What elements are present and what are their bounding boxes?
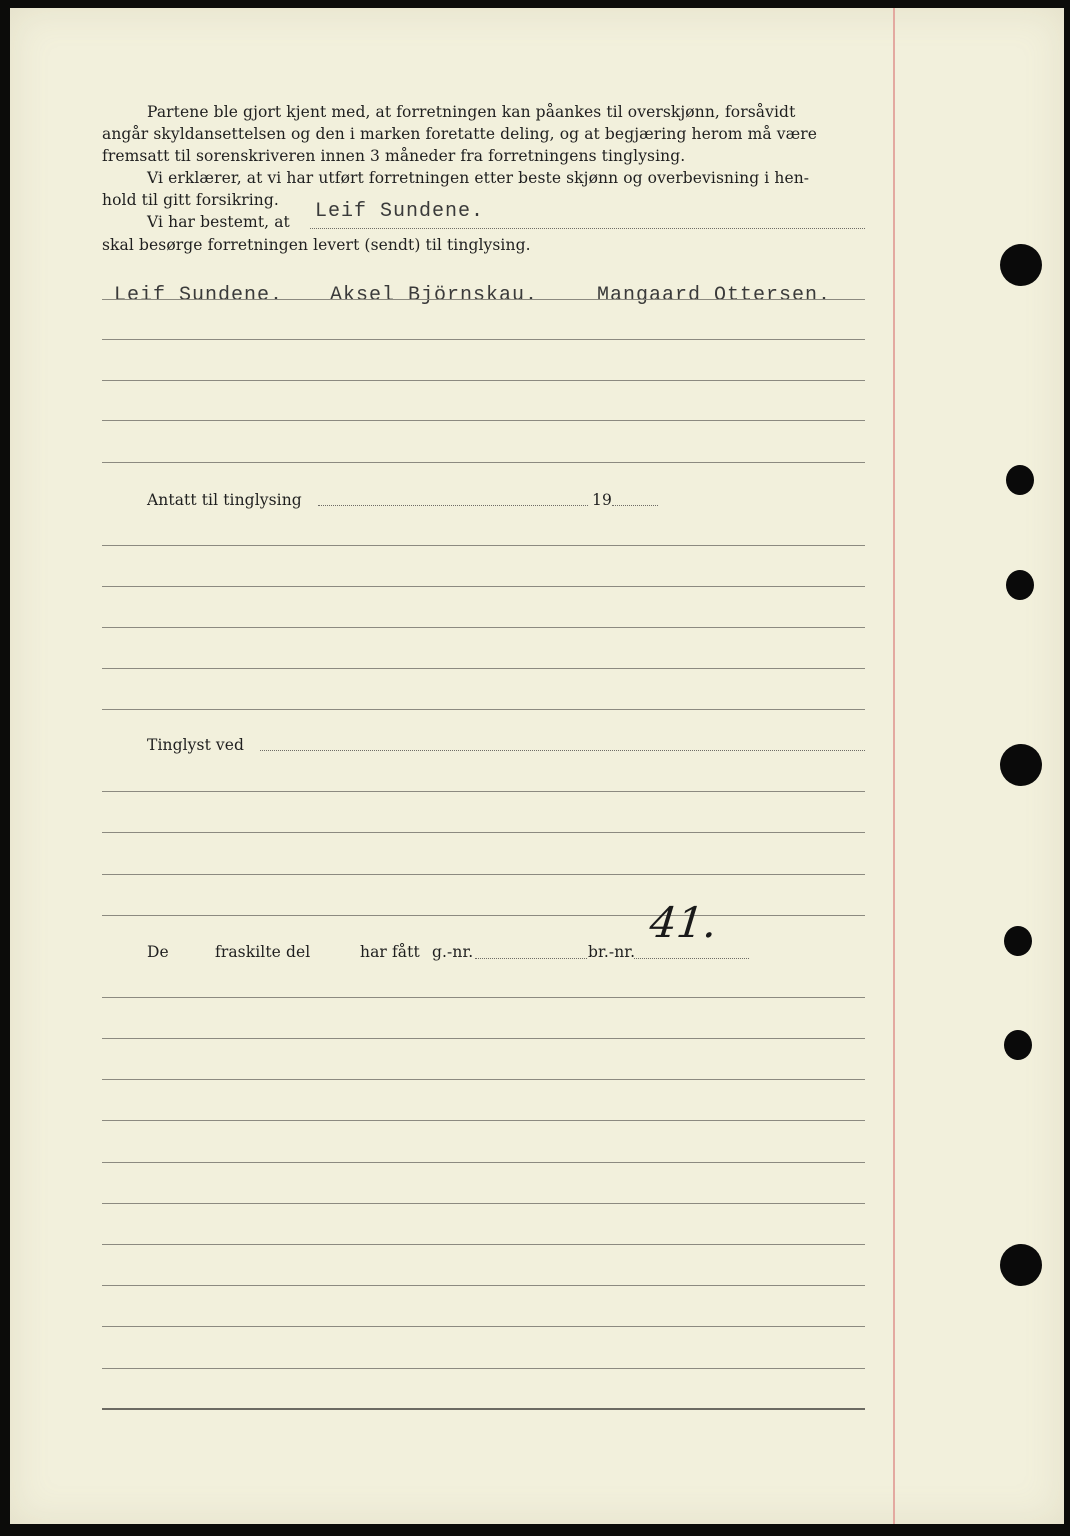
brnr-label: br.-nr. [588,943,636,961]
punch-hole [1000,744,1042,786]
appointed-line [310,228,865,229]
blank-line [102,1326,865,1327]
declaration-line: Vi erklærer, at vi har utført forretningen etter beste skjønn og overbevisning i hen- [147,169,810,187]
punch-hole [1000,1244,1042,1286]
signature: Aksel Björnskau. [330,284,539,307]
blank-line [102,874,865,875]
gnr-field [475,958,587,959]
blank-line [102,791,865,792]
antatt-label: Antatt til tinglysing [147,491,302,509]
signature-line [102,299,865,300]
blank-line [102,1244,865,1245]
gnr-label: g.-nr. [432,943,474,961]
blank-line [102,627,865,628]
closing-line [102,1408,865,1410]
signature: Mangaard Ottersen. [597,284,832,307]
appointed-label: Vi har bestemt, at [147,213,290,231]
fraskilt-de: De [147,943,169,961]
blank-line [102,339,865,340]
tinglyst-label: Tinglyst ved [147,736,245,754]
blank-line [102,586,865,587]
punch-hole [1004,1030,1032,1060]
blank-line [102,915,865,916]
fraskilt-fraskilte: fraskilte del [215,943,311,961]
punch-hole [1004,926,1032,956]
tinglyst-field [260,750,865,751]
appointed-after: skal besørge forretningen levert (sendt) til tinglysing. [102,236,531,254]
blank-line [102,1038,865,1039]
blank-line [102,1120,865,1121]
punch-hole [1006,465,1034,495]
antatt-year-prefix: 19 [592,491,612,509]
blank-line [102,1203,865,1204]
margin-rule [893,8,895,1524]
blank-line [102,1079,865,1080]
blank-line [102,709,865,710]
brnr-field [634,958,749,959]
paragraph-line: fremsatt til sorenskriveren innen 3 måneder fra forretningens tinglysing. [102,147,686,165]
signature: Leif Sundene. [114,284,284,307]
blank-line [102,997,865,998]
blank-line [102,832,865,833]
document-page [10,8,1064,1524]
blank-line [102,1162,865,1163]
blank-line [102,420,865,421]
blank-line [102,1368,865,1369]
declaration-line: hold til gitt forsikring. [102,191,279,209]
blank-line [102,380,865,381]
blank-line [102,1285,865,1286]
punch-hole [1006,570,1034,600]
antatt-year-field [612,505,658,506]
blank-line [102,545,865,546]
paragraph-line: angår skyldansettelsen og den i marken foretatte deling, og at begjæring herom må være [102,125,818,143]
appointed-name: Leif Sundene. [315,200,485,223]
fraskilt-har: har fått [360,943,420,961]
antatt-field [318,505,588,506]
blank-line [102,462,865,463]
paragraph-line: Partene ble gjort kjent med, at forretningen kan påankes til overskjønn, forsåvidt [147,103,796,121]
blank-line [102,668,865,669]
punch-hole [1000,244,1042,286]
brnr-handwritten-value: 41. [647,898,720,947]
